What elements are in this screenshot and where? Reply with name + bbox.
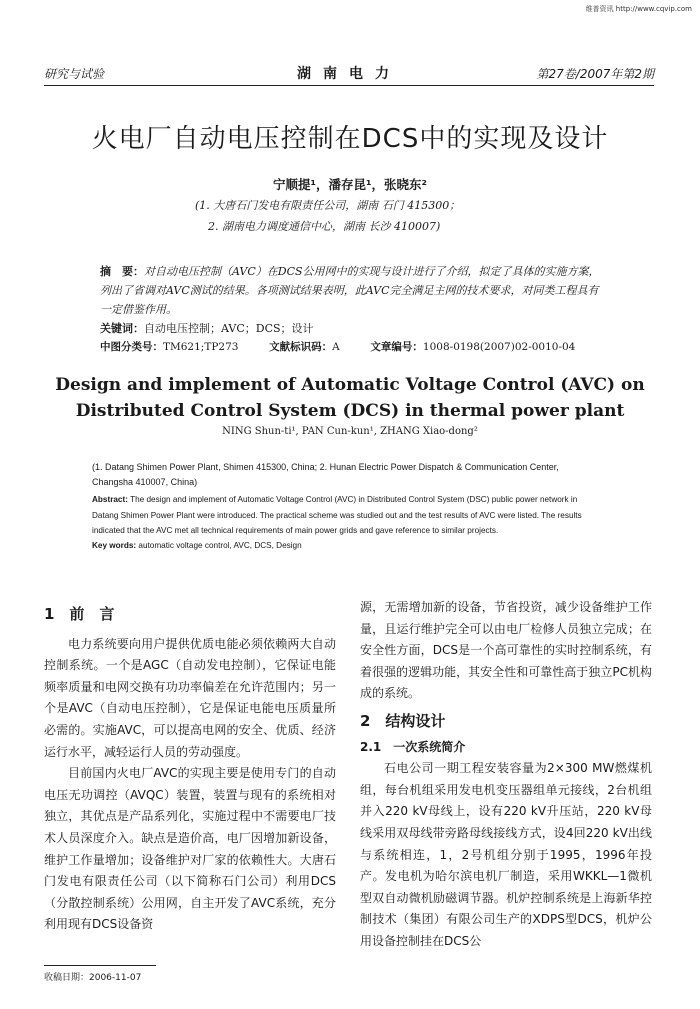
keywords-label: 关键词： bbox=[100, 322, 144, 335]
english-affiliation: (1. Datang Shimen Power Plant, Shimen 415300, China; 2. Hunan Electric Power Dispatch & Communication Center, Changsha 410007, China) bbox=[92, 462, 559, 488]
doc-code-label: 文献标识码： bbox=[269, 341, 333, 353]
paragraph: 石电公司一期工程安装容量为2×300 MW燃煤机组，每台机组采用发电机变压器组单元接线，2台机组并入220 kV母线上，设有220 kV升压站，220 kV母线采用双母线带旁路母线接线方式，设4回220 kV出线与系统相连，1，2号机组分别于1995，1996年投产。发电机为哈尔滨电机厂制造，采用WKKL—1微机型双自动微机励磁调节器。机炉控制系统是上海新华控制技术（集团）有限公司生产的XDPS型DCS，机炉公用设备控制挂在DCS公 bbox=[360, 761, 652, 948]
english-keywords: automatic voltage control, AVC, DCS, Design bbox=[138, 541, 302, 551]
classification-label: 中图分类号： bbox=[100, 341, 163, 353]
english-title bbox=[0, 372, 700, 424]
authors: 宁顺提¹，潘存昆¹，张晓东² bbox=[273, 177, 427, 192]
header-section: 研究与试验 bbox=[44, 67, 105, 81]
watermark: 维普资讯 http://www.cqvip.com bbox=[585, 5, 692, 13]
paper-title: 火电厂自动电压控制在DCS中的实现及设计 bbox=[91, 124, 609, 154]
section-2-heading: 2 结构设计 bbox=[360, 711, 446, 730]
english-abstract-text: The design and implement of Automatic Voltage Control (AVC) in Distributed Control System (DSC) public power network in Datang Shimen Power Plant were introduced. The practical scheme was studied out and the test results of AVC were listed. The results indicated that the AVC met all technical requirements of main power grids and gave reference to similar projects. bbox=[92, 495, 582, 535]
paragraph: 目前国内火电厂AVC的实现主要是使用专门的自动电压无功调控（AVQC）装置，装置与现有的系统相对独立，其优点是产品系列化，实施过程中不需要电厂技术人员深度介入。缺点是造价高，电厂因增加新设备，维护工作量增加；设备维护对厂家的依赖性大。大唐石门发电有限责任公司（以下简称石门公司）利用DCS（分散控制系统）公用网，自主开发了AVC系统，充分利用现有DCS设备资 bbox=[44, 766, 336, 932]
paragraph: 电力系统要向用户提供优质电能必须依赖两大自动控制系统。一个是AGC（自动发电控制），它保证电能频率质量和电网交换有功功率偏差在允许范围内；另一个是AVC（自动电压控制），它是保证电能电压质量所必需的。实施AVC，可以提高电网的安全、优质、经济运行水平，减轻运行人员的劳动强度。 bbox=[44, 636, 336, 759]
header-issue: 第27卷/2007年第2期 bbox=[536, 67, 654, 81]
paragraph: 源，无需增加新的设备，节省投资，减少设备维护工作量，且运行维护完全可以由电厂检修人员独立完成；在安全性方面，DCS是一个高可靠性的实时控制系统，有着很强的逻辑功能，其安全性和可靠性高于独立PC机构成的系统。 bbox=[360, 600, 652, 701]
affiliation-2: 2. 湖南电力调度通信中心，湖南 长沙 410007) bbox=[208, 220, 441, 233]
header-journal: 湖南电力 bbox=[297, 66, 401, 82]
keywords: 自动电压控制；AVC；DCS；设计 bbox=[144, 322, 314, 335]
section-1-heading: 1 前 言 bbox=[44, 605, 115, 623]
doc-code: A bbox=[332, 341, 340, 353]
abstract-label: 摘 要： bbox=[100, 265, 144, 278]
left-column bbox=[44, 604, 336, 936]
right-column bbox=[360, 597, 652, 953]
abstract-text: 对自动电压控制（AVC）在DCS公用网中的实现与设计进行了介绍，拟定了具体的实施方案，列出了省调对AVC测试的结果。各项测试结果表明，此AVC完全满足主网的技术要求，对同类工程具有一定借鉴作用。 bbox=[100, 265, 600, 316]
english-authors: NING Shun-ti¹, PAN Cun-kun¹, ZHANG Xiao-dong² bbox=[222, 426, 478, 437]
classification: TM621;TP273 bbox=[163, 341, 239, 353]
article-id-label: 文章编号： bbox=[370, 341, 423, 353]
received-date: 收稿日期：2006-11-07 bbox=[44, 973, 142, 983]
english-abstract bbox=[92, 460, 602, 553]
section-2-1-heading: 2.1 一次系统简介 bbox=[360, 739, 466, 754]
affiliation-1: (1. 大唐石门发电有限责任公司，湖南 石门 415300； bbox=[195, 199, 461, 212]
running-header bbox=[44, 62, 654, 84]
footnote-rule bbox=[44, 965, 156, 966]
english-keywords-label: Key words: bbox=[92, 541, 137, 551]
header-rule bbox=[44, 85, 654, 86]
article-id: 1008-0198(2007)02-0010-04 bbox=[422, 341, 576, 353]
chinese-abstract bbox=[100, 262, 600, 357]
english-abstract-label: Abstract: bbox=[92, 495, 128, 505]
english-title-text: Design and implement of Automatic Voltage Control (AVC) on Distributed Control System (DCS) in thermal power plant bbox=[55, 375, 645, 421]
